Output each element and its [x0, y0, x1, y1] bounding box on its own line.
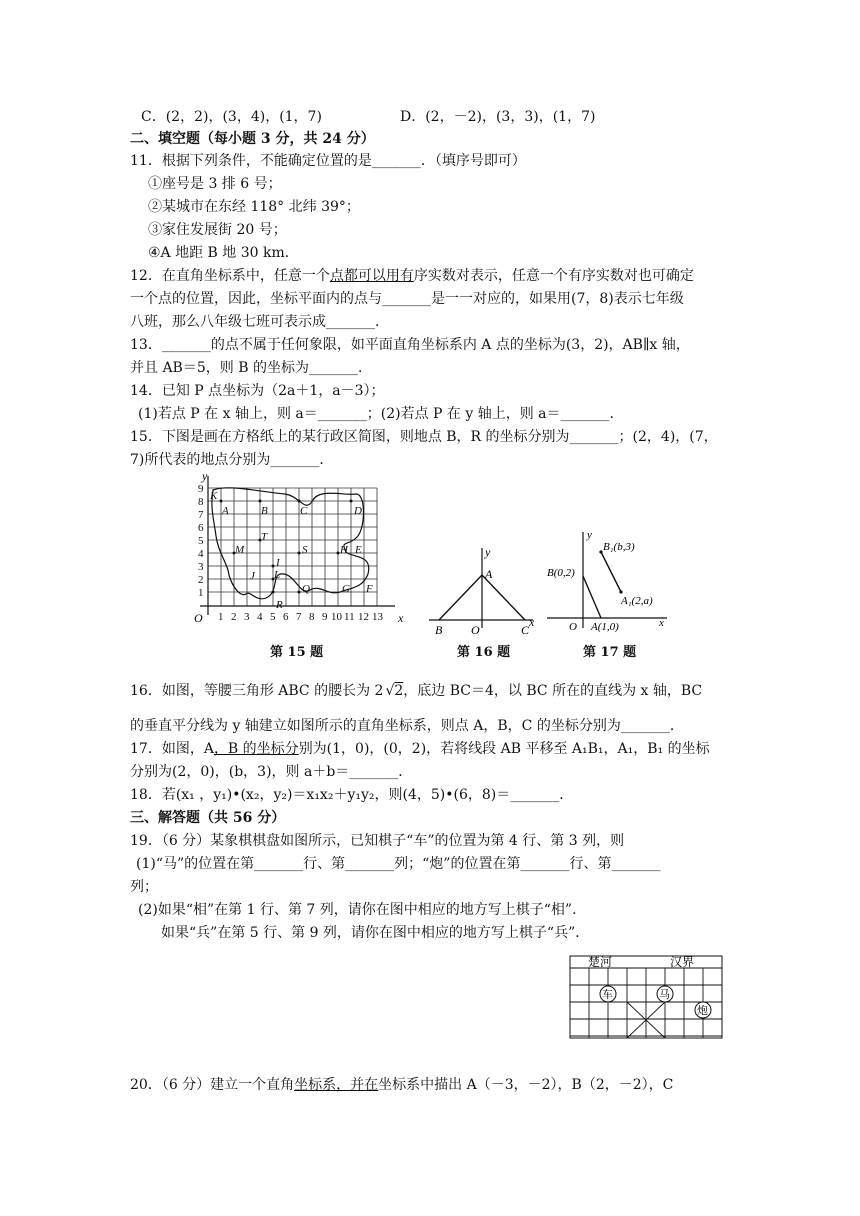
figure-16-caption: 第 16 题 — [457, 645, 511, 660]
q17-line-2: 分别为(2，0)，(b，3)，则 a＋b＝_______． — [130, 764, 413, 780]
point-s: S — [302, 544, 308, 556]
y-tick: 3 — [198, 561, 204, 573]
point-e: E — [355, 544, 362, 556]
label-b: B — [435, 623, 443, 637]
q20-line-1: 20．（6 分）建立一个直角坐标系，并在坐标系中描出 A（－3，－2），B（2，－2），C — [130, 1077, 674, 1093]
figure-15-caption: 第 15 题 — [270, 645, 324, 660]
x-tick: 11 — [344, 611, 355, 623]
x-tick: 12 — [358, 611, 369, 623]
q16-line-2: 的垂直平分线为 y 轴建立如图所示的直角坐标系，则点 A，B，C 的坐标分别为_______． — [130, 718, 684, 734]
q15-line-2: 7)所代表的地点分别为_______． — [130, 452, 334, 468]
x-tick: 8 — [309, 611, 315, 623]
y-tick: 5 — [198, 535, 204, 547]
q11-item-1: ①座号是 3 排 6 号； — [148, 176, 282, 192]
label-a: A — [485, 567, 493, 581]
q16-line-1: 16．如图，等腰三角形 ABC 的腰长为 2 √2，底边 BC＝4，以 BC 所在的直线为 x 轴，BC — [130, 683, 703, 699]
board-title-right: 汉界 — [670, 955, 695, 969]
q19-line-3: 列； — [130, 879, 158, 895]
point-c: C — [300, 505, 308, 517]
x-axis-label: x — [398, 611, 404, 625]
board-title-left: 楚河 — [588, 955, 613, 969]
y-tick-labels — [198, 483, 204, 599]
y-tick: 8 — [198, 496, 204, 508]
point-h: H — [340, 544, 348, 556]
point-q: Q — [302, 583, 310, 595]
y-tick: 7 — [198, 509, 204, 521]
q19-line-5: 如果“兵”在第 5 行、第 9 列，请你在图中相应的地方写上棋子“兵”． — [161, 925, 590, 941]
point-k: K — [210, 490, 218, 502]
q19-line-1: 19．（6 分）某象棋棋盘如图所示，已知棋子“车”的位置为第 4 行、第 3 列，则 — [130, 833, 625, 849]
x-tick: 9 — [322, 611, 328, 623]
x-tick: 7 — [296, 611, 302, 623]
label-a: A(1,0) — [591, 621, 619, 633]
q10-option-c: C．(2，2)，(3，4)，(1，7) — [141, 109, 322, 125]
y-axis-label: y — [202, 470, 208, 483]
q18-line-1: 18．若(x₁ ，y₁)•(x₂，y₂)＝x₁x₂＋y₁y₂，则(4，5)•(6，8)＝_______． — [130, 787, 574, 803]
label-y: y — [587, 529, 592, 541]
q11-item-2: ②某城市在东经 118° 北纬 39°； — [148, 199, 360, 215]
segment-ab — [583, 576, 601, 618]
piece-ma-label: 马 — [659, 989, 670, 1001]
q19-line-2: (1)“马”的位置在第_______行、第_______列；“炮”的位置在第_______行、第_______ — [136, 856, 661, 872]
q11-item-3: ③家住发展街 20 号； — [148, 222, 287, 238]
point-m: M — [235, 544, 245, 556]
origin-label: O — [194, 611, 203, 625]
label-o: O — [471, 623, 480, 637]
q15-line-1: 15．下图是画在方格纸上的某行政区简图，则地点 B，R 的坐标分别为_______；(2，4)，(7， — [130, 429, 718, 445]
y-tick: 4 — [198, 548, 204, 560]
point-r: R — [276, 599, 283, 611]
label-b: B(0,2) — [547, 567, 575, 579]
label-b1: B₁(b,3) — [603, 541, 635, 553]
label-x: x — [659, 617, 664, 629]
point-l: L — [274, 569, 281, 581]
q17-line-1: 17．如图，A，B 的坐标分别为(1，0)，(0，2)，若将线段 AB 平移至 A₁B₁，A₁，B₁ 的坐标 — [130, 741, 710, 757]
x-tick: 1 — [218, 611, 224, 623]
label-c: C — [521, 623, 530, 637]
point-i: I — [276, 557, 280, 569]
x-tick: 3 — [244, 611, 250, 623]
q12-line-2: 一个点的位置，因此，坐标平面内的点与_______是一一对应的，如果用(7，8)表示七年级 — [130, 291, 684, 307]
q13-line-1: 13．_______的点不属于任何象限，如平面直角坐标系内 A 点的坐标为(3，2)，AB∥x 轴， — [130, 337, 690, 353]
label-a1: A₁(2,a) — [621, 595, 653, 607]
x-tick: 5 — [270, 611, 276, 623]
x-tick: 4 — [257, 611, 263, 623]
label-x: x — [529, 615, 535, 629]
y-tick: 1 — [198, 587, 204, 599]
q11-item-4: ④A 地距 B 地 30 km． — [148, 245, 299, 261]
q19-line-4: (2)如果“相”在第 1 行、第 7 列，请你在图中相应的地方写上棋子“相”． — [138, 902, 587, 918]
label-y: y — [485, 545, 491, 559]
chess-board — [560, 950, 730, 1042]
point-f: F — [366, 583, 373, 595]
piece-pao-label: 炮 — [697, 1005, 708, 1017]
piece-che-label: 车 — [602, 989, 613, 1001]
point-d: D — [354, 505, 362, 517]
point-a: A — [222, 505, 229, 517]
point-b: B — [261, 505, 268, 517]
x-tick: 2 — [231, 611, 237, 623]
section-2-heading: 二、填空题（每小题 3 分，共 24 分） — [130, 131, 375, 147]
q14-line-2: (1)若点 P 在 x 轴上，则 a＝_______；(2)若点 P 在 y 轴上，则 a＝_______． — [138, 406, 624, 422]
x-tick-labels — [218, 611, 384, 623]
point-t: T — [261, 531, 268, 543]
figure-16-triangle — [425, 530, 537, 640]
figure-17-translation — [545, 526, 670, 640]
sqrt-symbol: √2 — [385, 683, 404, 699]
figure-15-map — [180, 470, 420, 642]
q11-stem: 11．根据下列条件，不能确定位置的是_______．（填序号即可） — [130, 153, 526, 169]
section-3-heading: 三、解答题（共 56 分） — [130, 810, 286, 826]
x-tick: 10 — [331, 611, 342, 623]
x-tick: 13 — [372, 611, 383, 623]
segment-a1b1 — [601, 552, 621, 592]
y-tick: 6 — [198, 522, 204, 534]
q10-option-d: D．(2，－2)，(3，3)，(1，7) — [400, 109, 596, 125]
y-tick: 9 — [198, 483, 204, 495]
q12-line-3: 八班，那么八年级七班可表示成_______． — [130, 314, 389, 330]
point-j: J — [250, 570, 255, 582]
q14-line-1: 14．已知 P 点坐标为（2a＋1，a－3）； — [130, 383, 385, 399]
q13-line-2: 并且 AB＝5，则 B 的坐标为_______． — [130, 360, 372, 376]
y-tick: 2 — [198, 574, 204, 586]
label-o: O — [569, 621, 577, 633]
figure-17-caption: 第 17 题 — [583, 645, 637, 660]
point-g: G — [342, 583, 350, 595]
q12-line-1: 12．在直角坐标系中，任意一个点都可以用有序实数对表示，任意一个有序实数对也可确定 — [130, 268, 694, 284]
x-tick: 6 — [283, 611, 289, 623]
